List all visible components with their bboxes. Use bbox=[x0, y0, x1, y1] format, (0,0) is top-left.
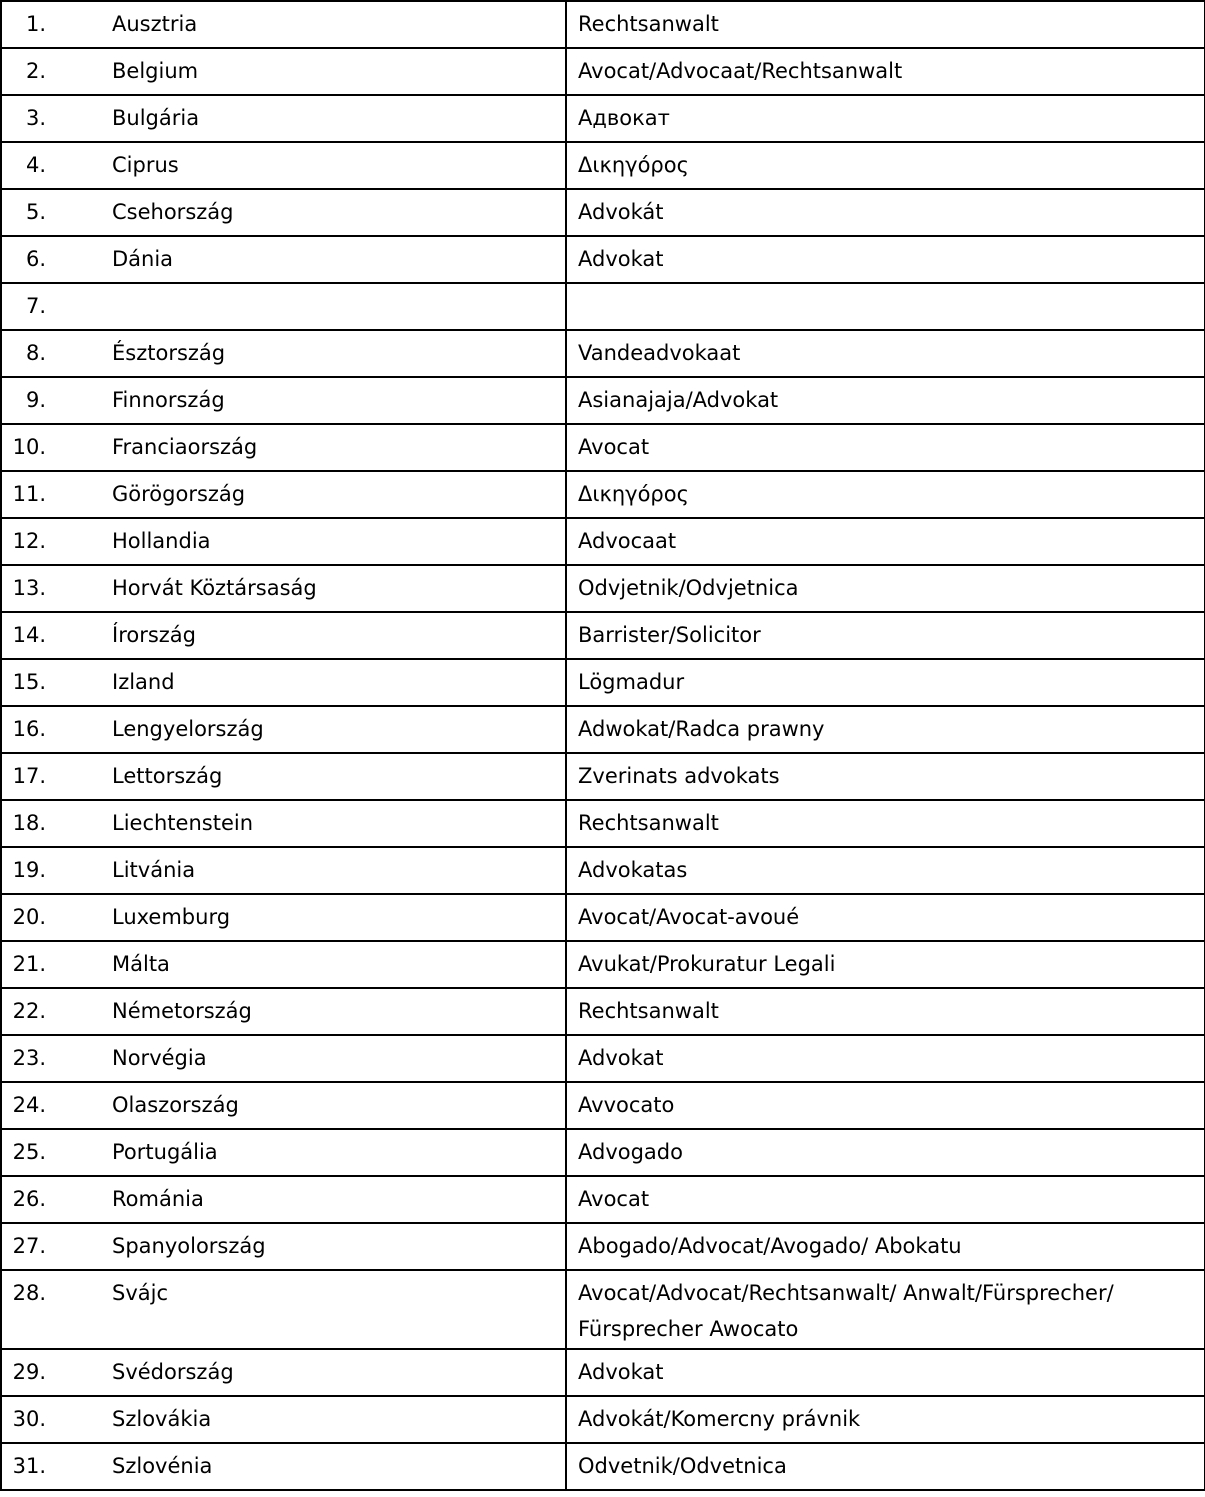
country-name: Szlovénia bbox=[112, 1454, 213, 1478]
country-cell bbox=[1, 941, 566, 988]
table-row bbox=[1, 142, 1205, 189]
country-name: Bulgária bbox=[112, 106, 200, 130]
row-number: 8. bbox=[25, 341, 46, 365]
professional-title: Odvjetnik/Odvjetnica bbox=[578, 576, 799, 600]
row-number: 30. bbox=[12, 1407, 46, 1431]
row-number: 4. bbox=[25, 153, 46, 177]
country-name: Norvégia bbox=[112, 1046, 207, 1070]
title-cell bbox=[566, 565, 1205, 612]
country-cell bbox=[1, 1349, 566, 1396]
professional-title: Advocaat bbox=[578, 529, 677, 553]
country-cell bbox=[1, 142, 566, 189]
title-cell bbox=[566, 753, 1205, 800]
table-row bbox=[1, 1349, 1205, 1396]
title-cell bbox=[566, 377, 1205, 424]
table-row bbox=[1, 1129, 1205, 1176]
professional-title: Vandeadvokaat bbox=[578, 341, 741, 365]
table-row bbox=[1, 330, 1205, 377]
row-number: 2. bbox=[25, 59, 46, 83]
row-number: 7. bbox=[25, 294, 46, 318]
table-row bbox=[1, 706, 1205, 753]
professional-title: Barrister/Solicitor bbox=[578, 623, 761, 647]
professional-title: Adwokat/Radca prawny bbox=[578, 717, 825, 741]
country-name: Németország bbox=[112, 999, 252, 1023]
country-name: Svédország bbox=[112, 1360, 234, 1384]
title-cell bbox=[566, 1129, 1205, 1176]
country-cell bbox=[1, 1176, 566, 1223]
country-cell bbox=[1, 706, 566, 753]
country-cell bbox=[1, 659, 566, 706]
title-cell bbox=[566, 1035, 1205, 1082]
table-row bbox=[1, 48, 1205, 95]
table-row bbox=[1, 847, 1205, 894]
country-name: Írország bbox=[112, 623, 197, 647]
professional-title: Odvetnik/Odvetnica bbox=[578, 1454, 787, 1478]
row-number: 5. bbox=[25, 200, 46, 224]
professional-title: Avocat/Advocaat/Rechtsanwalt bbox=[578, 59, 903, 83]
country-cell bbox=[1, 1396, 566, 1443]
table-row bbox=[1, 941, 1205, 988]
professional-title: Zverinats advokats bbox=[578, 764, 780, 788]
table-row bbox=[1, 659, 1205, 706]
country-cell bbox=[1, 471, 566, 518]
table-row bbox=[1, 95, 1205, 142]
professional-title bbox=[567, 284, 1204, 288]
country-name: Belgium bbox=[112, 59, 199, 83]
country-cell bbox=[1, 988, 566, 1035]
row-number: 27. bbox=[12, 1234, 46, 1258]
country-cell bbox=[1, 612, 566, 659]
title-cell bbox=[566, 330, 1205, 377]
table-row bbox=[1, 753, 1205, 800]
title-cell bbox=[566, 1349, 1205, 1396]
table-row bbox=[1, 518, 1205, 565]
row-number: 12. bbox=[12, 529, 46, 553]
row-number: 6. bbox=[25, 247, 46, 271]
row-number: 9. bbox=[25, 388, 46, 412]
title-cell bbox=[566, 1443, 1205, 1490]
row-number: 14. bbox=[12, 623, 46, 647]
row-number: 13. bbox=[12, 576, 46, 600]
table-row bbox=[1, 988, 1205, 1035]
country-cell bbox=[1, 424, 566, 471]
country-name: Spanyolország bbox=[112, 1234, 266, 1258]
country-cell bbox=[1, 753, 566, 800]
country-name: Hollandia bbox=[112, 529, 211, 553]
country-cell bbox=[1, 1223, 566, 1270]
table-row bbox=[1, 1082, 1205, 1129]
table-row bbox=[1, 612, 1205, 659]
title-cell bbox=[566, 48, 1205, 95]
title-cell bbox=[566, 800, 1205, 847]
row-number: 16. bbox=[12, 717, 46, 741]
professional-title: Lögmadur bbox=[578, 670, 685, 694]
table-row bbox=[1, 1223, 1205, 1270]
table-row bbox=[1, 1396, 1205, 1443]
title-cell bbox=[566, 894, 1205, 941]
table-row bbox=[1, 1270, 1205, 1349]
country-cell bbox=[1, 1, 566, 48]
title-cell bbox=[566, 1, 1205, 48]
title-cell bbox=[566, 1223, 1205, 1270]
professional-title: Avocat bbox=[578, 1187, 650, 1211]
country-name: Románia bbox=[112, 1187, 204, 1211]
title-cell bbox=[566, 236, 1205, 283]
country-name: Svájc bbox=[112, 1281, 169, 1305]
country-cell bbox=[1, 189, 566, 236]
table-row bbox=[1, 565, 1205, 612]
title-cell bbox=[566, 1270, 1205, 1349]
country-name: Ausztria bbox=[112, 12, 198, 36]
country-name: Luxemburg bbox=[112, 905, 231, 929]
country-name: Málta bbox=[112, 952, 170, 976]
country-cell bbox=[1, 565, 566, 612]
title-cell bbox=[566, 189, 1205, 236]
title-cell bbox=[566, 471, 1205, 518]
title-cell bbox=[566, 142, 1205, 189]
row-number: 23. bbox=[12, 1046, 46, 1070]
table-row bbox=[1, 800, 1205, 847]
row-number: 31. bbox=[12, 1454, 46, 1478]
row-number: 1. bbox=[25, 12, 46, 36]
title-cell bbox=[566, 706, 1205, 753]
professional-title: Advogado bbox=[578, 1140, 683, 1164]
country-cell bbox=[1, 377, 566, 424]
title-cell bbox=[566, 1176, 1205, 1223]
country-cell bbox=[1, 1270, 566, 1349]
country-name: Csehország bbox=[112, 200, 234, 224]
country-name: Lengyelország bbox=[112, 717, 264, 741]
table-row bbox=[1, 377, 1205, 424]
table-row bbox=[1, 424, 1205, 471]
country-cell bbox=[1, 1129, 566, 1176]
row-number: 26. bbox=[12, 1187, 46, 1211]
professional-title: Advokatas bbox=[578, 858, 688, 882]
professional-title: Advokát/Komercny právnik bbox=[578, 1407, 861, 1431]
row-number: 20. bbox=[12, 905, 46, 929]
title-cell bbox=[566, 283, 1205, 330]
professional-title: Avocat/Avocat-avoué bbox=[578, 905, 800, 929]
title-cell bbox=[566, 988, 1205, 1035]
table-row bbox=[1, 471, 1205, 518]
country-cell bbox=[1, 1035, 566, 1082]
professional-title: Rechtsanwalt bbox=[578, 999, 719, 1023]
country-name: Lettország bbox=[112, 764, 223, 788]
row-number: 18. bbox=[12, 811, 46, 835]
professional-title: Abogado/Advocat/Avogado/ Abokatu bbox=[578, 1234, 962, 1258]
country-cell bbox=[1, 894, 566, 941]
row-number: 21. bbox=[12, 952, 46, 976]
row-number: 25. bbox=[12, 1140, 46, 1164]
professional-title: Δικηγόρος bbox=[578, 482, 689, 506]
table-row bbox=[1, 283, 1205, 330]
title-cell bbox=[566, 518, 1205, 565]
country-name: Horvát Köztársaság bbox=[112, 576, 317, 600]
professional-title: Адвокат bbox=[578, 106, 670, 130]
title-cell bbox=[566, 847, 1205, 894]
professional-title: Avocat bbox=[578, 435, 650, 459]
row-number: 10. bbox=[12, 435, 46, 459]
professional-title: Rechtsanwalt bbox=[578, 12, 719, 36]
table-row bbox=[1, 1035, 1205, 1082]
table-row bbox=[1, 236, 1205, 283]
title-cell bbox=[566, 659, 1205, 706]
country-name: Dánia bbox=[112, 247, 174, 271]
country-cell bbox=[1, 236, 566, 283]
country-cell bbox=[1, 1443, 566, 1490]
title-cell bbox=[566, 1396, 1205, 1443]
professional-title: Rechtsanwalt bbox=[578, 811, 719, 835]
country-name: Szlovákia bbox=[112, 1407, 212, 1431]
country-cell bbox=[1, 95, 566, 142]
title-cell bbox=[566, 941, 1205, 988]
row-number: 3. bbox=[25, 106, 46, 130]
professional-title: Advokat bbox=[578, 247, 664, 271]
country-cell bbox=[1, 283, 566, 330]
table-row bbox=[1, 894, 1205, 941]
row-number: 29. bbox=[12, 1360, 46, 1384]
country-name: Litvánia bbox=[112, 858, 196, 882]
professional-title: Advokat bbox=[578, 1046, 664, 1070]
country-name: Észtország bbox=[112, 341, 226, 365]
professional-title: Avvocato bbox=[578, 1093, 675, 1117]
professional-title: Advokát bbox=[578, 200, 664, 224]
row-number: 15. bbox=[12, 670, 46, 694]
country-name: Olaszország bbox=[112, 1093, 239, 1117]
row-number: 19. bbox=[12, 858, 46, 882]
row-number: 28. bbox=[12, 1281, 46, 1305]
title-cell bbox=[566, 424, 1205, 471]
country-cell bbox=[1, 847, 566, 894]
table-body bbox=[1, 1, 1205, 1490]
country-name: Görögország bbox=[112, 482, 246, 506]
row-number: 17. bbox=[12, 764, 46, 788]
row-number: 24. bbox=[12, 1093, 46, 1117]
professional-title: Avukat/Prokuratur Legali bbox=[578, 952, 836, 976]
country-name: Ciprus bbox=[112, 153, 179, 177]
professional-title: Asianajaja/Advokat bbox=[578, 388, 779, 412]
country-name: Franciaország bbox=[112, 435, 258, 459]
country-name: Izland bbox=[112, 670, 175, 694]
country-cell bbox=[1, 330, 566, 377]
professional-title: Δικηγόρος bbox=[578, 153, 689, 177]
country-cell bbox=[1, 48, 566, 95]
table-row bbox=[1, 189, 1205, 236]
country-name: Portugália bbox=[112, 1140, 218, 1164]
professional-title: Avocat/Advocat/Rechtsanwalt/ Anwalt/Fürsprecher/ Fürsprecher Awocato bbox=[578, 1281, 1114, 1341]
professional-title: Advokat bbox=[578, 1360, 664, 1384]
table-row bbox=[1, 1, 1205, 48]
country-cell bbox=[1, 518, 566, 565]
title-cell bbox=[566, 95, 1205, 142]
table-row bbox=[1, 1176, 1205, 1223]
row-number: 11. bbox=[12, 482, 46, 506]
title-cell bbox=[566, 1082, 1205, 1129]
country-name: Finnország bbox=[112, 388, 225, 412]
country-cell bbox=[1, 800, 566, 847]
table-row bbox=[1, 1443, 1205, 1490]
country-name: Liechtenstein bbox=[112, 811, 254, 835]
row-number: 22. bbox=[12, 999, 46, 1023]
title-cell bbox=[566, 612, 1205, 659]
country-cell bbox=[1, 1082, 566, 1129]
